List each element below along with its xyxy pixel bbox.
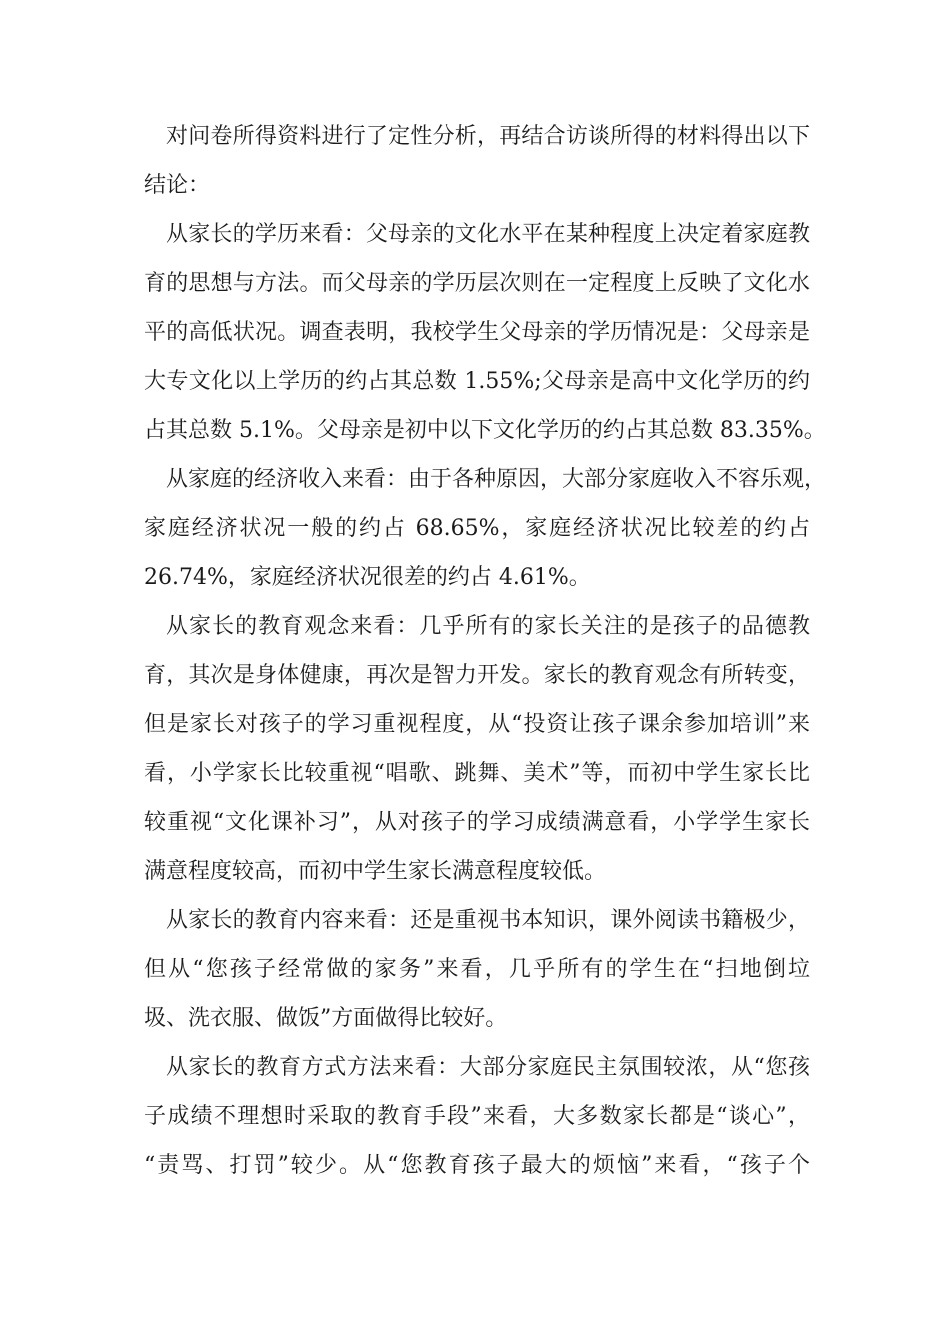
text-line: 较重视“文化课补习”，从对孩子的学习成绩满意看，小学学生家长 [144,810,810,835]
document-body [144,112,827,1190]
text-line: 看，小学家长比较重视“唱歌、跳舞、美术”等，而初中学生家长比 [144,761,810,786]
text-line: 但是家长对孩子的学习重视程度，从“投资让孩子课余参加培训”来 [144,712,810,737]
text-line: 但从“您孩子经常做的家务”来看，几乎所有的学生在“扫地倒垃 [144,957,810,982]
text-line: “责骂、打罚”较少。从“您教育孩子最大的烦恼”来看，“孩子个 [144,1153,810,1178]
text-line: 家庭经济状况一般的约占 68.65%，家庭经济状况比较差的约占 [144,516,810,541]
text-line: 大专文化以上学历的约占其总数 1.55%;父母亲是高中文化学历的约 [144,369,810,394]
text-line: 结论： [144,173,211,198]
text-line: 从家长的教育方式方法来看：大部分家庭民主氛围较浓，从“您孩 [166,1055,810,1080]
text-line: 占其总数 5.1%。父母亲是初中以下文化学历的约占其总数 83.35%。 [144,418,826,443]
text-line: 育的思想与方法。而父母亲的学历层次则在一定程度上反映了文化水 [144,271,810,296]
text-line: 育，其次是身体健康，再次是智力开发。家长的教育观念有所转变， [144,663,810,688]
text-line: 子成绩不理想时采取的教育手段”来看，大多数家长都是“谈心”， [144,1104,810,1129]
text-line: 26.74%，家庭经济状况很差的约占 4.61%。 [144,565,591,590]
text-line: 从家长的学历来看：父母亲的文化水平在某种程度上决定着家庭教 [166,222,810,247]
text-line: 满意程度较高，而初中学生家长满意程度较低。 [144,859,607,884]
text-line: 平的高低状况。调查表明，我校学生父母亲的学历情况是：父母亲是 [144,320,810,345]
text-line: 从家长的教育观念来看：几乎所有的家长关注的是孩子的品德教 [166,614,810,639]
text-line: 对问卷所得资料进行了定性分析，再结合访谈所得的材料得出以下 [166,124,810,149]
text-line: 从家长的教育内容来看：还是重视书本知识，课外阅读书籍极少， [166,908,810,933]
text-line: 圾、洗衣服、做饭”方面做得比较好。 [144,1006,508,1031]
text-line: 从家庭的经济收入来看：由于各种原因，大部分家庭收入不容乐观， [166,467,827,492]
